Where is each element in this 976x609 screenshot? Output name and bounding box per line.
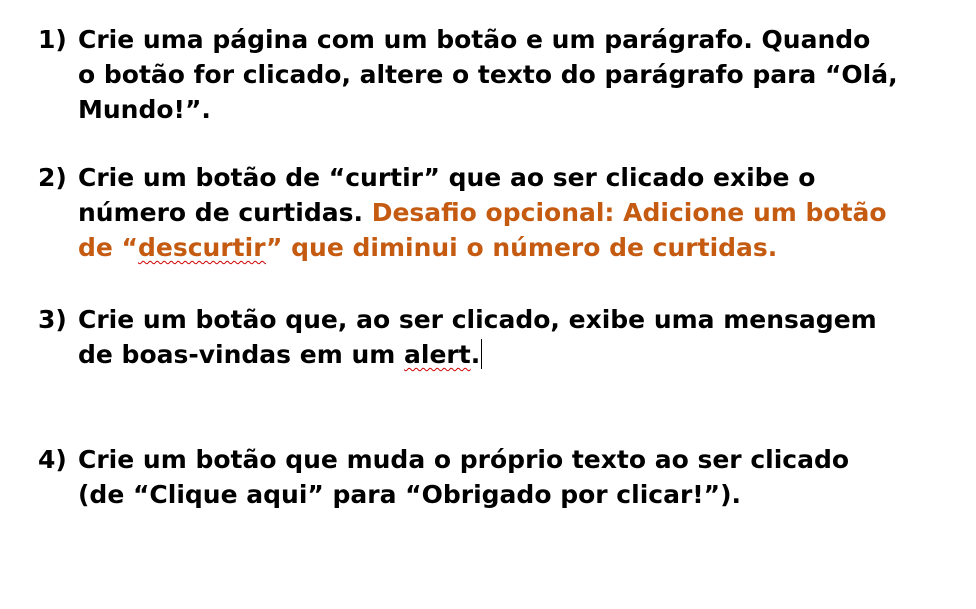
text-segment: . (470, 340, 481, 369)
exercise-text[interactable] (78, 22, 938, 127)
text-line: (de “Clique aqui” para “Obrigado por clicar!”). (78, 480, 742, 509)
text-line: Crie um botão que muda o próprio texto ao ser clicado (78, 445, 850, 474)
text-line: Crie um botão de “curtir” que ao ser clicado exibe o (78, 163, 816, 192)
optional-challenge-text: Desafio opcional: Adicione um botão (371, 198, 887, 227)
spellcheck-flagged-word[interactable]: descurtir (138, 233, 266, 262)
text-segment: número de curtidas. (78, 198, 372, 227)
text-cursor (481, 339, 482, 369)
text-line: o botão for clicado, altere o texto do parágrafo para “Olá, (78, 60, 898, 89)
exercise-text[interactable] (78, 442, 938, 512)
text-line (78, 337, 938, 372)
text-segment: de boas-vindas em um (78, 340, 405, 369)
exercise-number: 3) (38, 305, 67, 334)
exercise-number: 1) (38, 25, 67, 54)
exercise-text[interactable] (78, 160, 938, 265)
text-line: Crie uma página com um botão e um parágrafo. Quando (78, 25, 871, 54)
text-line: Crie um botão que, ao ser clicado, exibe uma mensagem (78, 305, 877, 334)
text-line (78, 195, 938, 230)
text-segment: ” que diminui o número de curtidas. (266, 233, 778, 262)
exercise-number: 4) (38, 445, 67, 474)
optional-challenge-line (78, 230, 938, 265)
text-segment: de “ (78, 233, 138, 262)
spellcheck-flagged-word[interactable]: alert (404, 340, 471, 369)
text-line: Mundo!”. (78, 95, 211, 124)
exercise-number: 2) (38, 163, 67, 192)
exercise-text[interactable] (78, 302, 938, 372)
